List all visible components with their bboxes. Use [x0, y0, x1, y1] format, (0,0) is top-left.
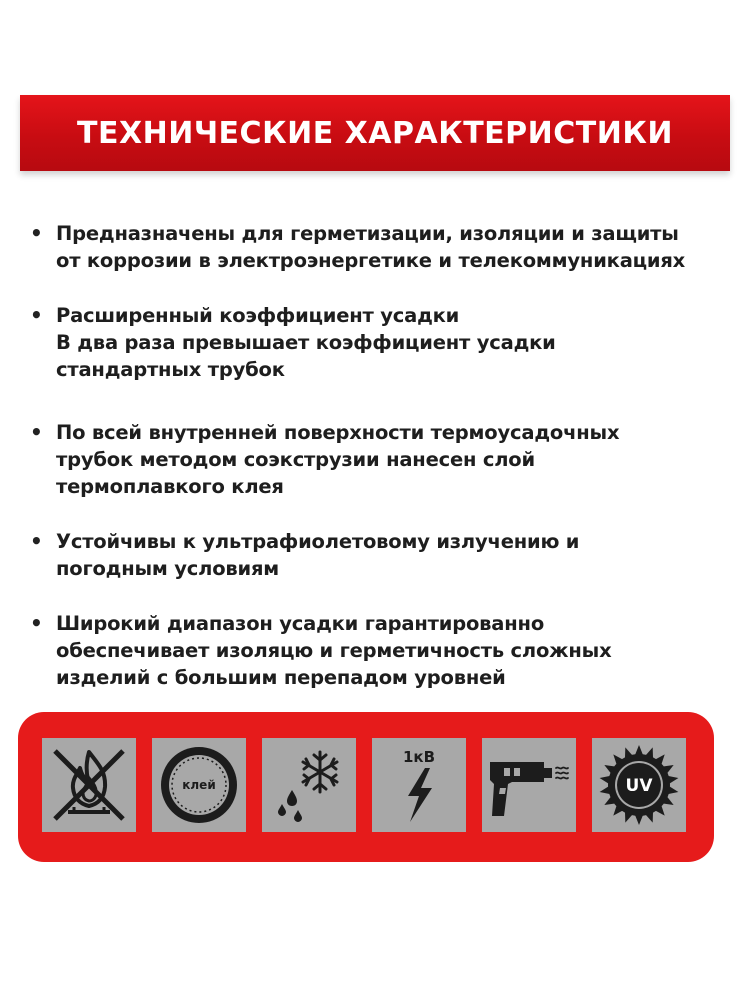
feature-line: термоплавкого клея — [56, 475, 284, 498]
snowflake-icon — [262, 738, 356, 832]
title-banner — [20, 95, 730, 171]
feature-line: По всей внутренней поверхности термоусадочных — [56, 421, 620, 444]
heat-gun-tile — [482, 738, 576, 832]
bullet: • — [30, 303, 43, 327]
feature-line: Широкий диапазон усадки гарантированно — [56, 612, 545, 635]
feature-item — [30, 419, 730, 500]
bullet: • — [30, 529, 43, 553]
weather-tile — [262, 738, 356, 832]
feature-line: обеспечивает изоляцю и герметичность сложных — [56, 639, 612, 662]
voltage-tile — [372, 738, 466, 832]
no-fire-tile — [42, 738, 136, 832]
feature-line: от коррозии в электроэнергетике и телекоммуникациях — [56, 249, 686, 272]
feature-item — [30, 610, 730, 691]
feature-line: Расширенный коэффициент усадки — [56, 304, 460, 327]
feature-line: Устойчивы к ультрафиолетовому излучению и — [56, 530, 580, 553]
water-drops-icon — [278, 790, 302, 822]
uv-label: UV — [625, 776, 653, 796]
uv-sun-icon — [592, 738, 686, 832]
glue-label: клей — [182, 778, 216, 792]
no-fire-icon — [42, 738, 136, 832]
icon-bar — [18, 712, 714, 862]
feature-line: В два раза превышает коэффициент усадки — [56, 331, 556, 354]
heat-gun-icon — [482, 738, 576, 832]
uv-tile — [592, 738, 686, 832]
page-title: ТЕХНИЧЕСКИЕ ХАРАКТЕРИСТИКИ — [77, 115, 673, 151]
feature-list — [30, 220, 730, 719]
bullet: • — [30, 420, 43, 444]
lightning-icon — [372, 738, 466, 832]
feature-item — [30, 302, 730, 383]
feature-item — [30, 528, 730, 582]
bullet: • — [30, 611, 43, 635]
feature-line: трубок методом соэкструзии нанесен слой — [56, 448, 535, 471]
glue-tile — [152, 738, 246, 832]
feature-item — [30, 220, 730, 274]
feature-line: изделий с большим перепадом уровней — [56, 666, 506, 689]
glue-ring-icon — [152, 738, 246, 832]
feature-line: стандартных трубок — [56, 358, 285, 381]
feature-line: Предназначены для герметизации, изоляции и защиты — [56, 222, 679, 245]
feature-line: погодным условиям — [56, 557, 280, 580]
voltage-label: 1кВ — [402, 748, 436, 766]
bullet: • — [30, 221, 43, 245]
